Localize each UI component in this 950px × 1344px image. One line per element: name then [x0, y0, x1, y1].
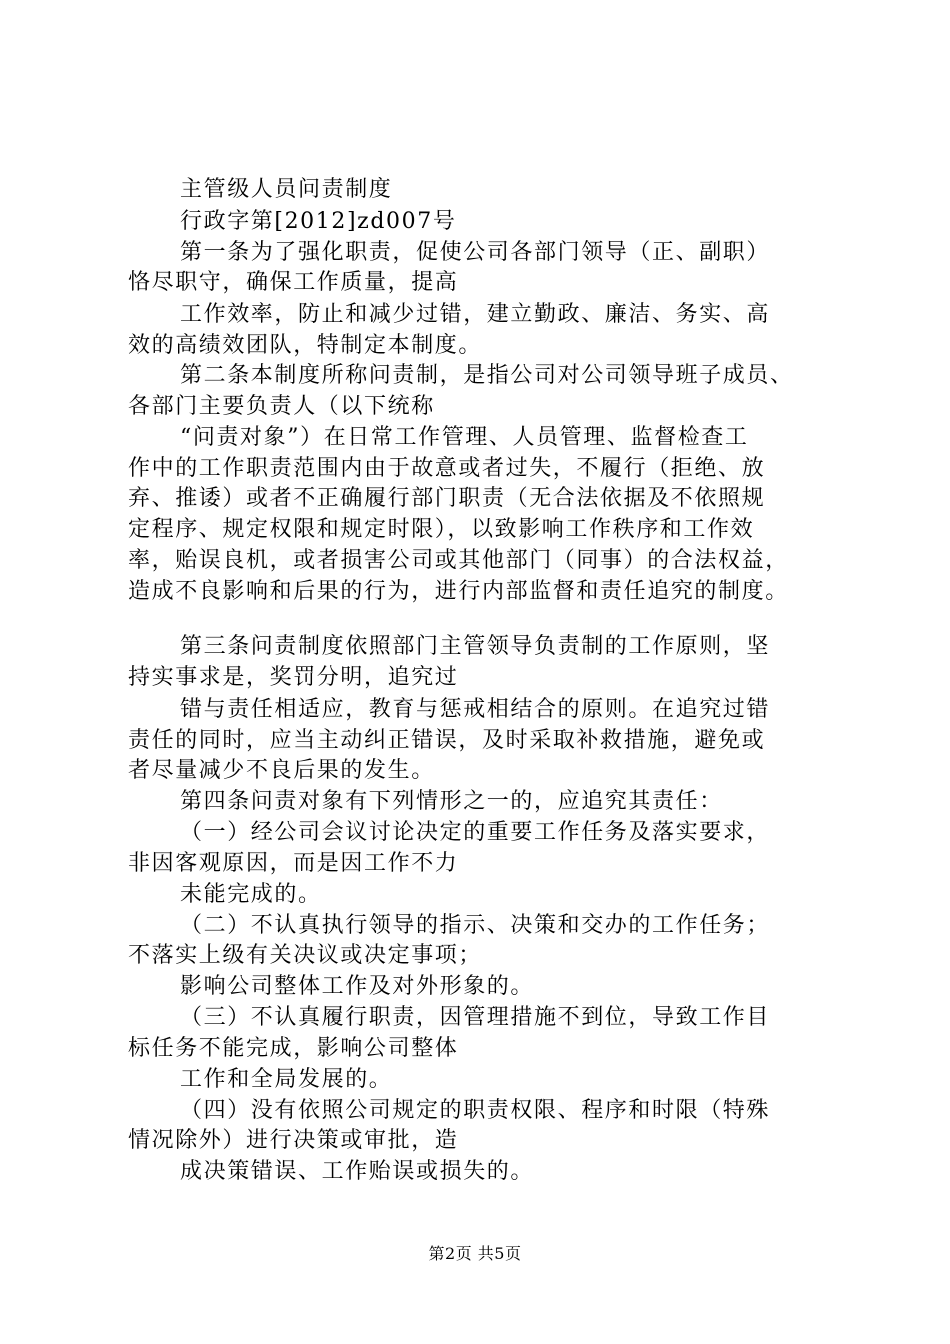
paragraph-line: （一）经公司会议讨论决定的重要工作任务及落实要求， — [180, 820, 771, 845]
paragraph-line: 者尽量减少不良后果的发生。 — [128, 758, 435, 783]
paragraph-line: 影响公司整体工作及对外形象的。 — [180, 974, 535, 999]
doc-title: 主管级人员问责制度 — [180, 177, 393, 202]
paragraph-line: 各部门主要负责人（以下统称 — [128, 394, 435, 419]
paragraph-line: 第四条问责对象有下列情形之一的，应追究其责任： — [180, 789, 723, 814]
paragraph-line: （四）没有依照公司规定的职责权限、程序和时限（特殊 — [180, 1098, 771, 1123]
paragraph-line: 第一条为了强化职责，促使公司各部门领导（正、副职） — [180, 240, 771, 265]
paragraph-line: 恪尽职守，确保工作质量，提高 — [128, 270, 459, 295]
paragraph-line: 成决策错误、工作贻误或损失的。 — [180, 1159, 535, 1184]
paragraph-line: 第三条问责制度依照部门主管领导负责制的工作原则，坚 — [180, 634, 771, 659]
paragraph-line: 标任务不能完成，影响公司整体 — [128, 1036, 459, 1061]
paragraph-line: 工作效率，防止和减少过错，建立勤政、廉洁、务实、高 — [180, 302, 771, 327]
paragraph-line: 率，贻误良机，或者损害公司或其他部门（同事）的合法权益， — [128, 548, 789, 573]
paragraph-line: 造成不良影响和后果的行为，进行内部监督和责任追究的制度。 — [128, 579, 789, 604]
paragraph-line: 未能完成的。 — [180, 882, 322, 907]
paragraph-line: 弃、推诿）或者不正确履行部门职责（无合法依据及不依照规 — [128, 486, 766, 511]
page-footer: 第2页 共5页 — [428, 1244, 522, 1263]
doc-number: 行政字第[2012]zd007号 — [180, 209, 457, 234]
paragraph-line: 非因客观原因，而是因工作不力 — [128, 851, 459, 876]
paragraph-line: （二）不认真执行领导的指示、决策和交办的工作任务； — [180, 913, 771, 938]
paragraph-line: 定程序、规定权限和规定时限），以致影响工作秩序和工作效 — [128, 517, 755, 542]
paragraph-line: 错与责任相适应，教育与惩戒相结合的原则。在追究过错 — [180, 697, 771, 722]
paragraph-line: 作中的工作职责范围内由于故意或者过失，不履行（拒绝、放 — [128, 456, 766, 481]
paragraph-line: 责任的同时，应当主动纠正错误，及时采取补救措施，避免或 — [128, 728, 766, 753]
paragraph-line: 情况除外）进行决策或审批，造 — [128, 1128, 459, 1153]
paragraph-line: 工作和全局发展的。 — [180, 1067, 393, 1092]
paragraph-line: “问责对象”）在日常工作管理、人员管理、监督检查工 — [180, 425, 749, 450]
paragraph-line: 不落实上级有关决议或决定事项； — [128, 943, 483, 968]
paragraph-line: 效的高绩效团队，特制定本制度。 — [128, 333, 483, 358]
paragraph-line: 持实事求是，奖罚分明，追究过 — [128, 665, 459, 690]
paragraph-line: 第二条本制度所称问责制，是指公司对公司领导班子成员、 — [180, 363, 794, 388]
paragraph-line: （三）不认真履行职责，因管理措施不到位，导致工作目 — [180, 1005, 771, 1030]
